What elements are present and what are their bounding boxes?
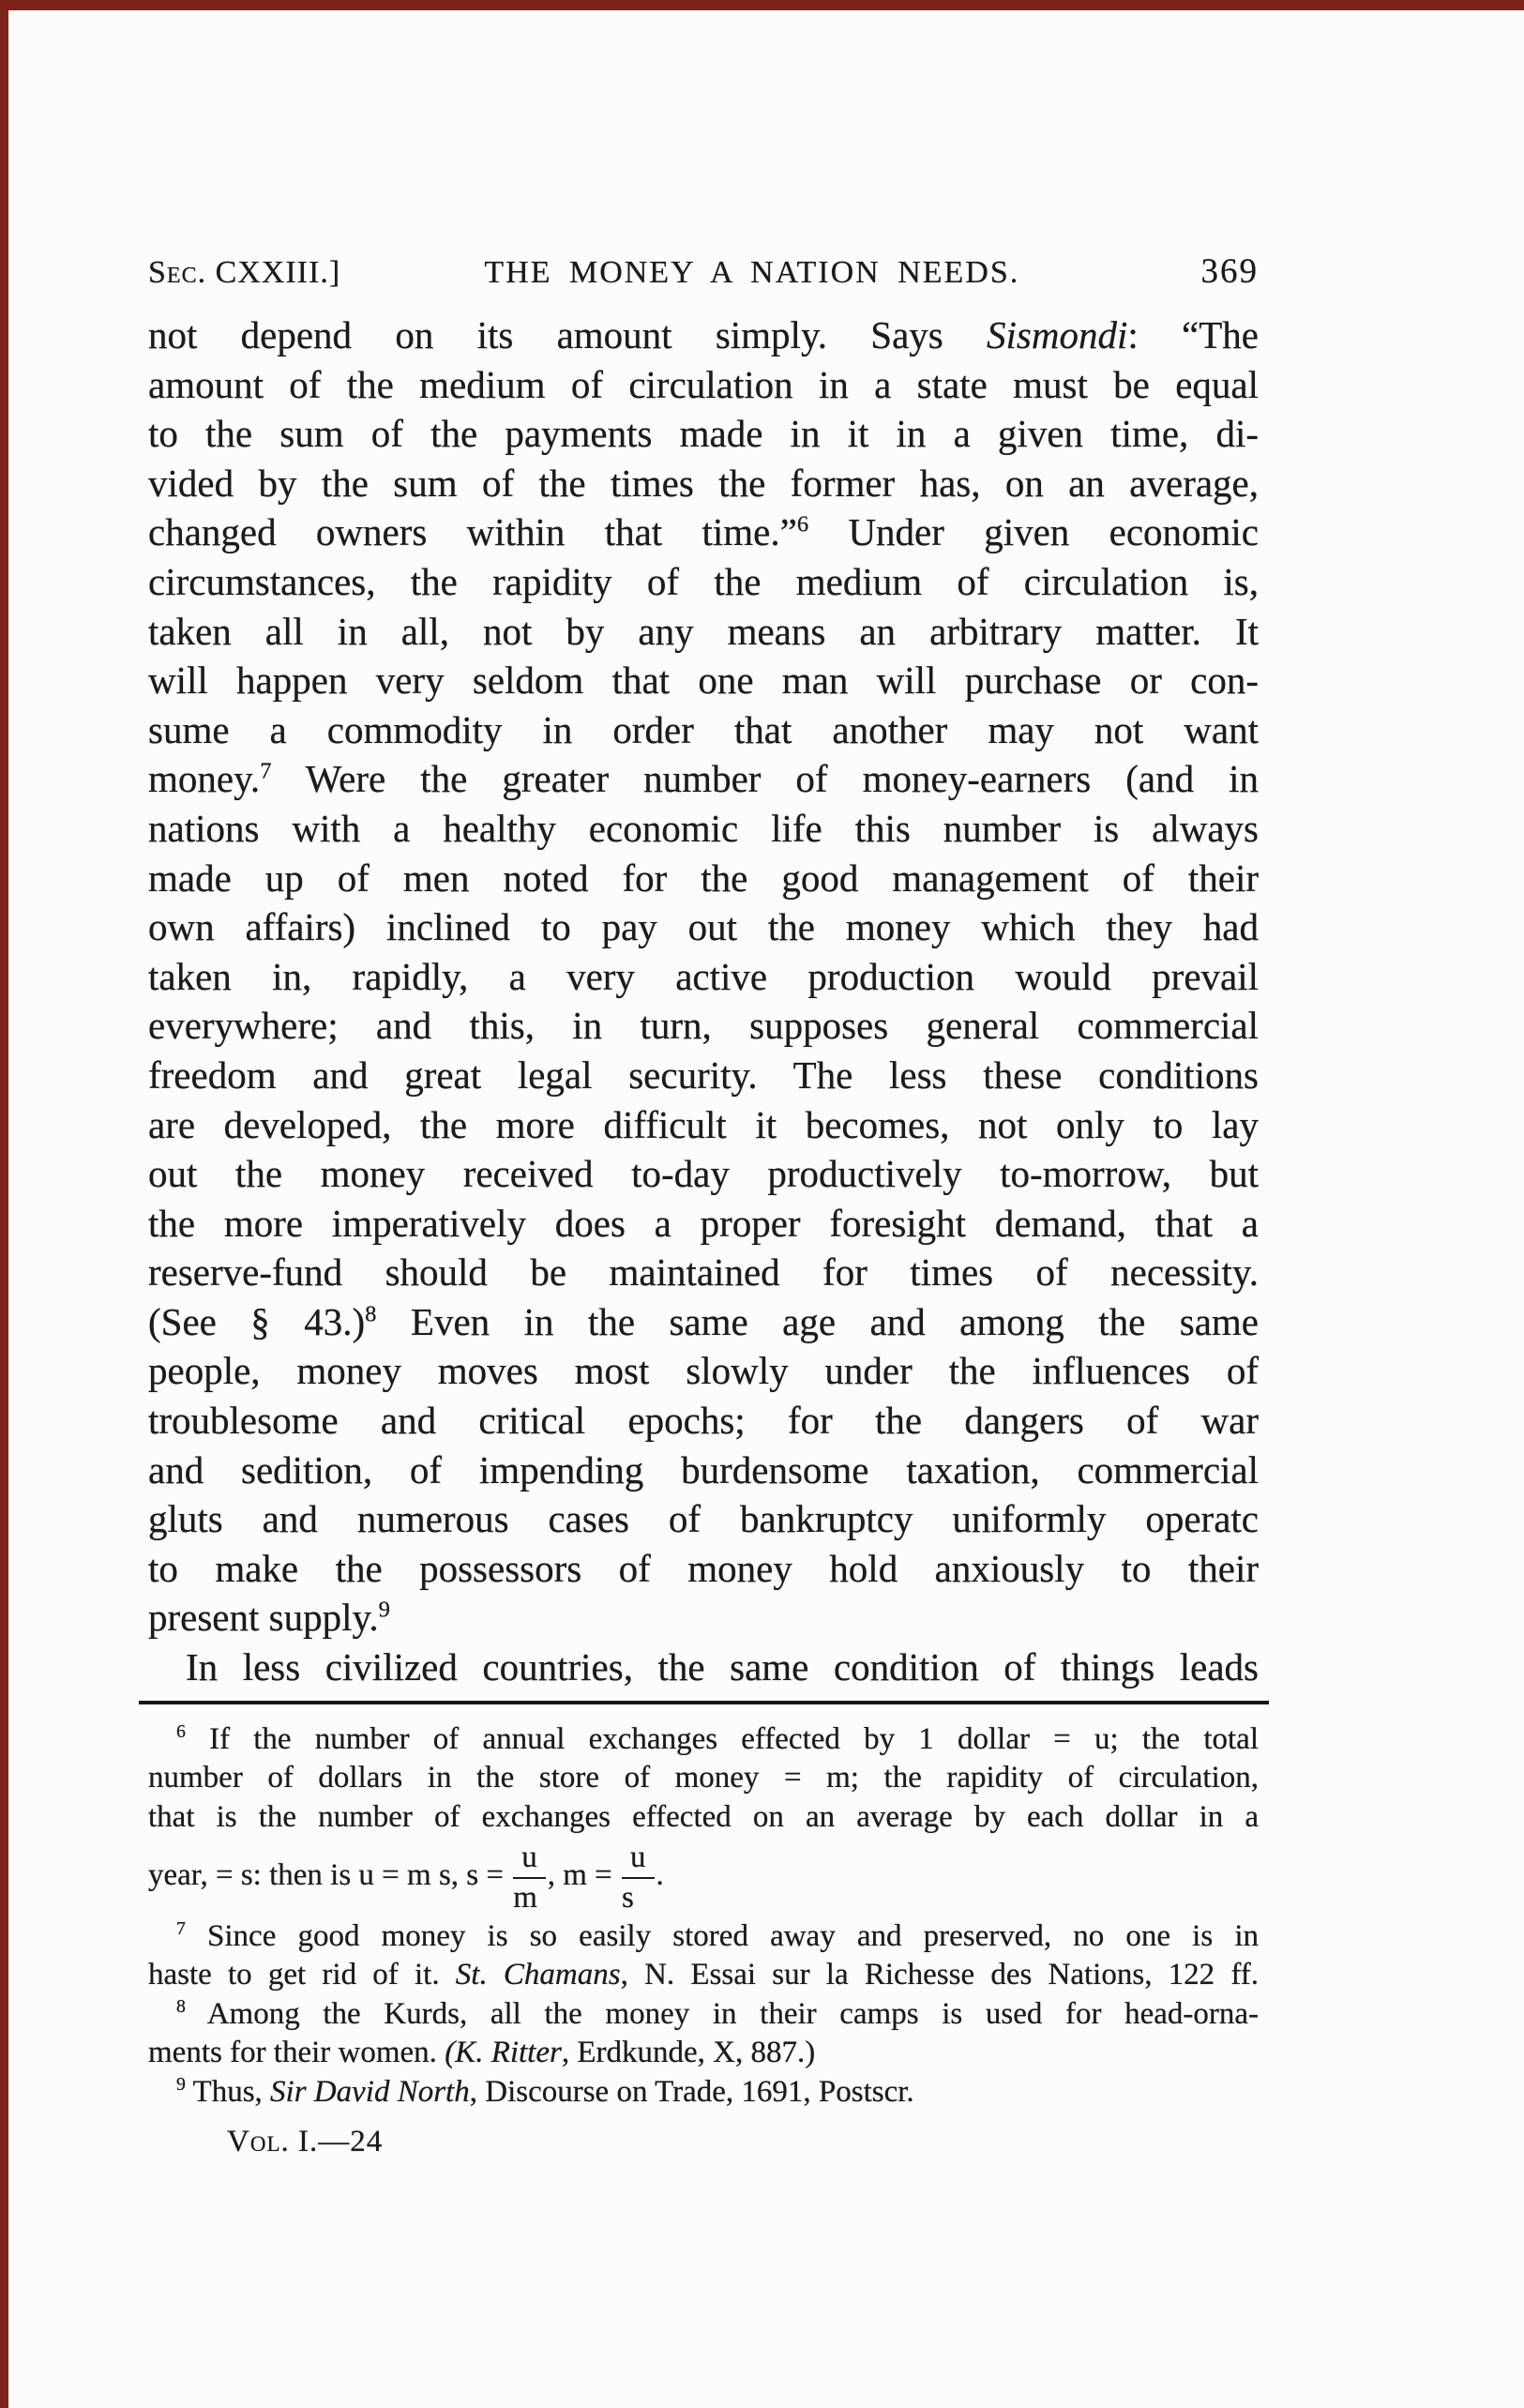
footnote-marker: 6 <box>176 1720 186 1742</box>
text-segment: , m = <box>547 1858 621 1893</box>
text-segment: Under given economic <box>808 510 1259 554</box>
text-segment: Since good money is so easily stored away and preserved, no one is in <box>185 1918 1259 1953</box>
body-line <box>148 1643 1259 1692</box>
footnote-line <box>148 2073 1259 2113</box>
text-segment: circumstances, the rapidity of the medium of circulation is, <box>148 559 1259 603</box>
text-segment: vided by the sum of the times the former has, on an average, <box>148 461 1259 505</box>
body-line <box>148 607 1259 657</box>
footnote-line <box>148 1995 1259 2035</box>
body-line <box>148 1051 1259 1100</box>
text-segment: Thus, <box>185 2075 271 2110</box>
body-text <box>148 310 1259 1692</box>
text-segment: will happen very seldom that one man will purchase or con- <box>148 659 1259 703</box>
text-segment: own affairs) inclined to pay out the money which they had <box>148 905 1259 949</box>
text-segment: number of dollars in the store of money = m; the rapidity of circulation, <box>148 1761 1259 1795</box>
text-segment: sume a commodity in order that another may not want <box>148 707 1259 751</box>
text-segment: not depend on its amount simply. Says <box>148 313 988 356</box>
footnote-rule <box>139 1701 1269 1704</box>
footnote-line <box>148 1798 1259 1838</box>
page-edge-top <box>0 0 1524 10</box>
footnote-marker: 9 <box>176 2074 186 2096</box>
body-line <box>148 902 1259 952</box>
volume-line: Vol. I.—24 <box>227 2124 384 2158</box>
text-segment: troublesome and critical epochs; for the dangers of war <box>148 1399 1259 1443</box>
footnote-line <box>148 1759 1259 1798</box>
text-segment: out the money received to-day productively to-morrow, but <box>148 1152 1259 1196</box>
text-segment: . <box>656 1858 664 1893</box>
text-segment: are developed, the more difficult it becomes, not only to lay <box>148 1102 1259 1146</box>
footnote-marker: 9 <box>378 1597 390 1623</box>
text-segment: present supply. <box>148 1596 379 1640</box>
text-segment: Were the greater number of money-earners (and in <box>271 757 1259 801</box>
footnote-line <box>148 1720 1259 1760</box>
body-line <box>148 1199 1259 1249</box>
text-segment: everywhere; and this, in turn, supposes general commercial <box>148 1004 1259 1048</box>
footnote-marker: 8 <box>365 1301 377 1327</box>
running-title: THE MONEY A NATION NEEDS. <box>484 255 1020 290</box>
footnote-marker: 6 <box>796 511 809 538</box>
footnote-line <box>148 1956 1259 1995</box>
text-segment: haste to get rid of it. <box>148 1958 456 1992</box>
body-line <box>148 854 1259 903</box>
text-segment: changed owners within that time.” <box>148 510 797 554</box>
body-line <box>148 1446 1259 1495</box>
footnotes <box>148 1720 1259 2113</box>
text-segment: taken in, rapidly, a very active production would prevail <box>148 954 1259 998</box>
footnote-line <box>148 1917 1259 1957</box>
italic-text: St. Chamans <box>455 1958 621 1992</box>
body-line <box>148 1001 1259 1051</box>
fraction: $\frac{u}{s}$ <box>622 1841 655 1914</box>
text-segment: (See § 43.) <box>148 1299 366 1343</box>
body-line <box>148 1396 1259 1446</box>
text-segment: freedom and great legal security. The less these conditions <box>148 1053 1259 1097</box>
text-segment: : “The <box>1127 313 1259 356</box>
body-line <box>148 1346 1259 1396</box>
body-line <box>148 656 1259 705</box>
body-line <box>148 409 1259 459</box>
body-line <box>148 1593 1259 1643</box>
body-line <box>148 754 1259 804</box>
italic-text: Sismondi <box>987 313 1128 356</box>
text-segment: the more imperatively does a proper foresight demand, that a <box>148 1201 1259 1245</box>
text-segment: that is the number of exchanges effected on an average by each dollar in a <box>148 1799 1259 1834</box>
text-segment: Even in the same age and among the same <box>376 1299 1259 1343</box>
italic-text: Sir David North <box>270 2075 470 2110</box>
text-segment: money. <box>148 757 261 801</box>
body-line <box>148 1149 1259 1199</box>
body-line <box>148 804 1259 854</box>
text-segment: and sedition, of impending burdensome taxation, commercial <box>148 1447 1259 1492</box>
fraction: $\frac{u}{m}$ <box>513 1841 546 1914</box>
italic-text: (K. Ritter <box>445 2036 562 2070</box>
footnote-line <box>148 1841 1259 1914</box>
page-number: 369 <box>1200 252 1259 291</box>
section-label: Sec. CXXIII.] <box>148 255 341 290</box>
body-line <box>148 1544 1259 1594</box>
body-line <box>148 557 1259 607</box>
text-segment: , Erdkunde, X, 887.) <box>561 2036 816 2070</box>
body-line <box>148 1297 1259 1347</box>
running-head <box>148 251 1259 292</box>
text-segment: nations with a healthy economic life this number is always <box>148 806 1259 850</box>
body-line <box>148 507 1259 557</box>
footnote-marker: 7 <box>260 758 272 784</box>
text-segment: to make the possessors of money hold anxiously to their <box>148 1546 1259 1590</box>
page-content <box>148 251 1259 2159</box>
text-segment: amount of the medium of circulation in a state must be equal <box>148 362 1259 406</box>
body-line <box>148 459 1259 508</box>
page-edge-left <box>0 0 8 2408</box>
body-line <box>148 310 1259 360</box>
text-segment: ments for their women. <box>148 2036 445 2070</box>
text-segment: people, money moves most slowly under the influences of <box>148 1349 1259 1393</box>
body-line <box>148 952 1259 1002</box>
text-segment: year, = s: then is u = m s, s = <box>148 1858 512 1893</box>
text-segment: to the sum of the payments made in it in a given time, di- <box>148 412 1259 456</box>
body-line <box>148 360 1259 410</box>
text-segment: , N. Essai sur la Richesse des Nations, 122 ff. <box>620 1958 1259 1992</box>
text-segment: , Discourse on Trade, 1691, Postscr. <box>469 2075 914 2110</box>
footnote-marker: 7 <box>176 1917 186 1939</box>
text-segment: In less civilized countries, the same condition of things leads <box>186 1645 1259 1689</box>
body-line <box>148 705 1259 755</box>
body-line <box>148 1100 1259 1150</box>
text-segment: taken all in all, not by any means an arbitrary matter. It <box>148 609 1259 653</box>
footnote-line <box>148 2034 1259 2073</box>
text-segment: made up of men noted for the good management of their <box>148 856 1259 900</box>
footnote-marker: 8 <box>176 1995 186 2017</box>
body-line <box>148 1248 1259 1297</box>
text-segment: gluts and numerous cases of bankruptcy uniformly operatc <box>148 1497 1259 1541</box>
text-segment: reserve-fund should be maintained for times of necessity. <box>148 1250 1259 1295</box>
text-segment: If the number of annual exchanges effected by 1 dollar = u; the total <box>185 1721 1259 1756</box>
text-segment: Among the Kurds, all the money in their camps is used for head-orna- <box>185 1996 1259 2031</box>
body-line <box>148 1494 1259 1544</box>
